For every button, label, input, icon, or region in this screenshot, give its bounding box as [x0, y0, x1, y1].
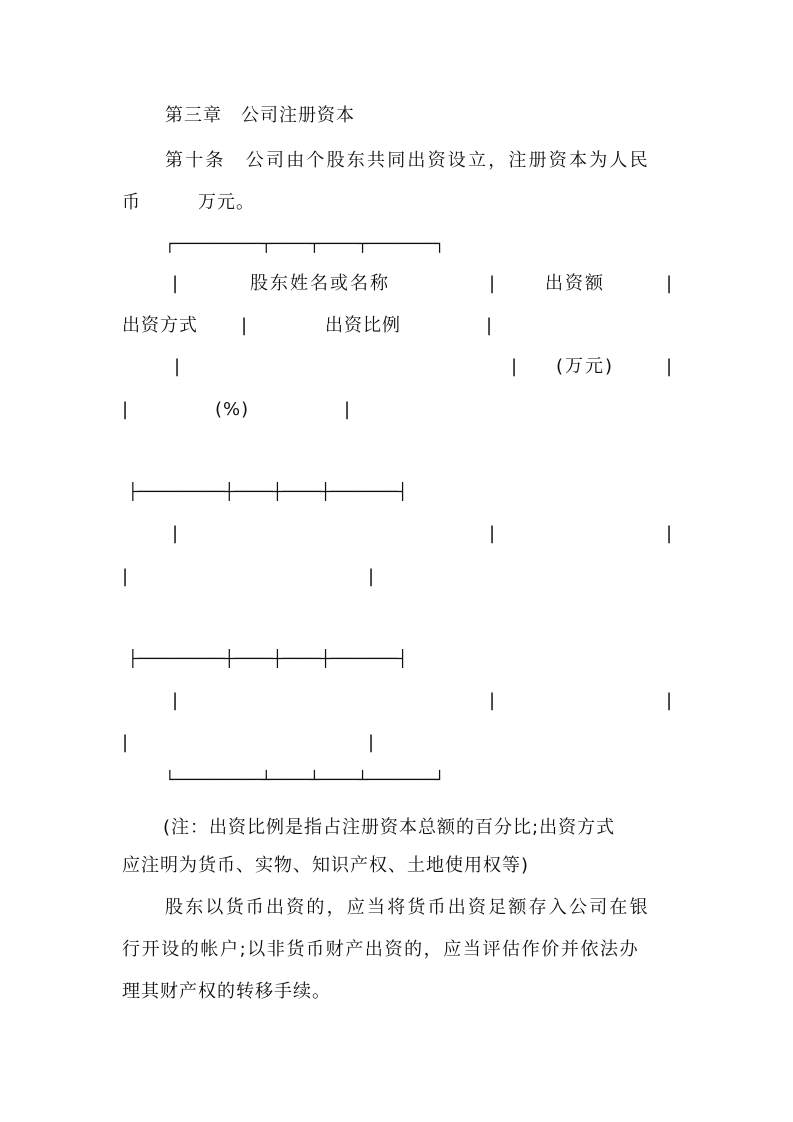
article-10-line-2: 币 万元。 — [122, 192, 255, 213]
table-bar: | — [486, 315, 493, 336]
table-bar: | — [489, 523, 496, 544]
header-unit-amount: (万元) — [556, 356, 615, 377]
table-bar: | — [174, 356, 181, 377]
table-bar: | — [122, 732, 129, 753]
chapter-heading: 第三章 公司注册资本 — [165, 105, 355, 126]
table-bar: | — [368, 732, 375, 753]
table-divider: ├─────────┼────┼────┼───────┤ — [128, 649, 408, 668]
table-top-border: ┌─────────┬────┬────┬───────┐ — [165, 234, 445, 253]
table-bar: | — [172, 690, 179, 711]
table-bar: | — [489, 273, 496, 294]
table-bar: | — [666, 356, 673, 377]
table-bar: | — [241, 315, 248, 336]
table-bar: | — [368, 566, 375, 587]
table-bar: | — [666, 273, 673, 294]
table-bar: | — [511, 356, 518, 377]
header-col-ratio: 出资比例 — [325, 315, 401, 336]
header-col-amount: 出资额 — [545, 273, 605, 294]
paragraph-line-3: 理其财产权的转移手续。 — [122, 981, 331, 1002]
header-col-name: 股东姓名或名称 — [250, 273, 390, 294]
table-bar: | — [344, 399, 351, 420]
table-bar: | — [122, 399, 129, 420]
note-line-1: (注：出资比例是指占注册资本总额的百分比;出资方式 — [163, 817, 616, 838]
table-bar: | — [489, 690, 496, 711]
paragraph-line-1: 股东以货币出资的，应当将货币出资足额存入公司在银 — [165, 897, 650, 918]
table-bottom-border: └─────────┴────┴────┴───────┘ — [165, 770, 445, 789]
table-bar: | — [172, 523, 179, 544]
note-line-2: 应注明为货币、实物、知识产权、土地使用权等) — [122, 855, 530, 876]
paragraph-line-2: 行开设的帐户;以非货币财产出资的，应当评估作价并依法办 — [122, 939, 640, 960]
table-divider: ├─────────┼────┼────┼───────┤ — [128, 482, 408, 501]
header-unit-ratio: (%) — [215, 399, 250, 420]
header-col-method: 出资方式 — [122, 315, 198, 336]
table-bar: | — [172, 273, 179, 294]
article-10-line-1: 第十条 公司由个股东共同出资设立，注册资本为人民 — [165, 150, 650, 171]
table-bar: | — [666, 523, 673, 544]
table-bar: | — [122, 566, 129, 587]
table-bar: | — [666, 690, 673, 711]
